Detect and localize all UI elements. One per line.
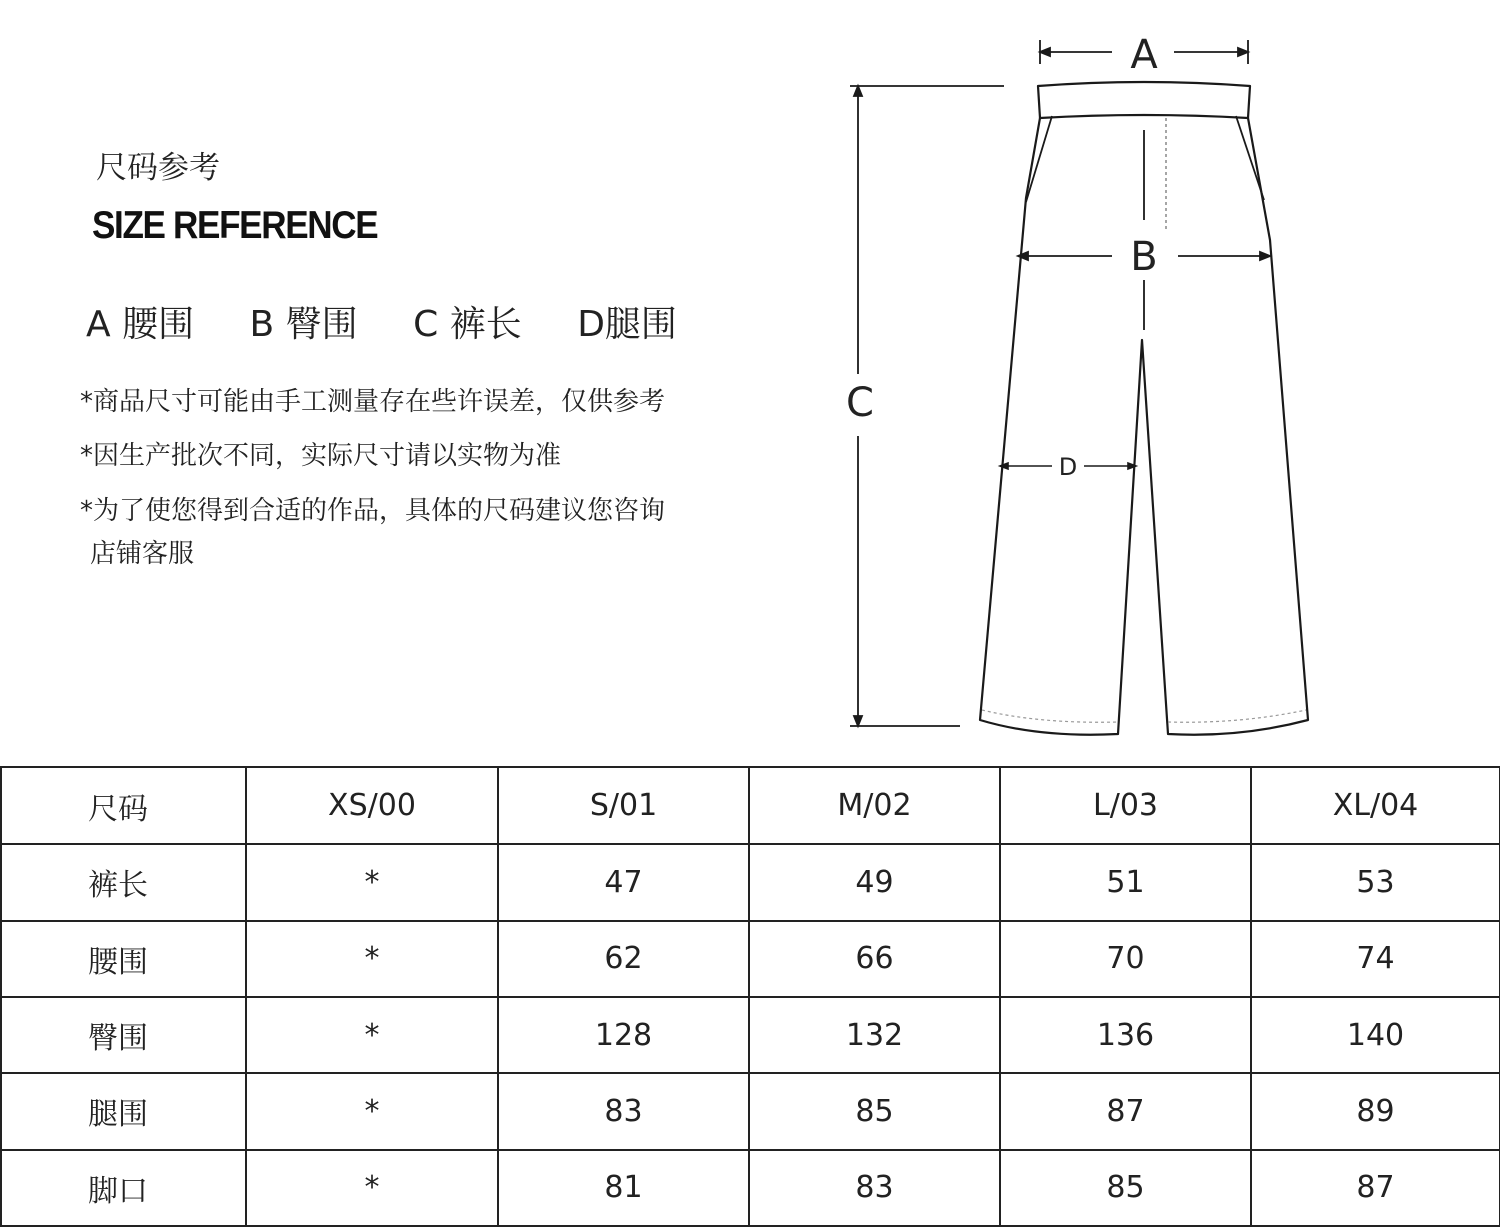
table-cell: 70 xyxy=(1000,921,1251,997)
table-cell: * xyxy=(246,921,498,997)
note-consult-line2: 店铺客服 xyxy=(90,539,195,569)
table-cell: 87 xyxy=(1000,1073,1251,1149)
table-row xyxy=(1,921,1500,997)
table-cell: * xyxy=(246,1150,498,1226)
table-cell: 132 xyxy=(749,997,1000,1073)
dimension-d-label: D xyxy=(1058,453,1078,481)
size-table xyxy=(0,766,1500,1227)
table-cell: * xyxy=(246,1073,498,1149)
table-cell: 128 xyxy=(498,997,749,1073)
table-row xyxy=(1,1150,1500,1226)
dimension-b-label: B xyxy=(1130,234,1158,280)
legend-b-hip: B 臀围 xyxy=(249,304,358,345)
dimension-b xyxy=(1018,130,1270,330)
table-cell: 136 xyxy=(1000,997,1251,1073)
table-cell: 85 xyxy=(749,1073,1000,1149)
table-cell: 140 xyxy=(1251,997,1500,1073)
table-cell: * xyxy=(246,844,498,920)
waistband-outline xyxy=(1038,82,1250,118)
table-row xyxy=(1,1073,1500,1149)
header-cell: M/02 xyxy=(749,767,1000,844)
table-cell: * xyxy=(246,997,498,1073)
table-cell: 87 xyxy=(1251,1150,1500,1226)
page-title-en: SIZE REFERENCE xyxy=(92,204,378,247)
trousers-diagram xyxy=(840,30,1330,750)
header-cell: XL/04 xyxy=(1251,767,1500,844)
table-cell: 89 xyxy=(1251,1073,1500,1149)
table-header-row xyxy=(1,767,1500,844)
row-label: 腰围 xyxy=(1,921,246,997)
legend-d-thigh: D腿围 xyxy=(577,304,677,345)
table-row xyxy=(1,844,1500,920)
notes-list xyxy=(80,382,730,590)
row-label: 臀围 xyxy=(1,997,246,1073)
page-title-cn: 尺码参考 xyxy=(96,150,220,186)
table-cell: 83 xyxy=(498,1073,749,1149)
header-cell: XS/00 xyxy=(246,767,498,844)
table-cell: 49 xyxy=(749,844,1000,920)
table-cell: 53 xyxy=(1251,844,1500,920)
header-cell: L/03 xyxy=(1000,767,1251,844)
header-cell: 尺码 xyxy=(1,767,246,844)
note-measurement-error: *商品尺寸可能由手工测量存在些许误差，仅供参考 xyxy=(80,387,666,417)
dimension-c-label: C xyxy=(846,380,874,426)
note-consult-service xyxy=(80,490,730,576)
header-cell: S/01 xyxy=(498,767,749,844)
legend-a-waist: A 腰围 xyxy=(86,304,195,345)
table-cell: 85 xyxy=(1000,1150,1251,1226)
note-consult-line1: *为了使您得到合适的作品，具体的尺码建议您咨询 xyxy=(80,496,666,526)
row-label: 腿围 xyxy=(1,1073,246,1149)
legend-c-length: C 裤长 xyxy=(413,304,522,345)
table-cell: 66 xyxy=(749,921,1000,997)
left-hem-stitch xyxy=(982,710,1118,722)
row-label: 脚口 xyxy=(1,1150,246,1226)
table-row xyxy=(1,997,1500,1073)
note-batch-difference: *因生产批次不同，实际尺寸请以实物为准 xyxy=(80,441,562,471)
table-cell: 83 xyxy=(749,1150,1000,1226)
dimension-a-label: A xyxy=(1130,32,1158,78)
table-cell: 74 xyxy=(1251,921,1500,997)
measurement-legend xyxy=(86,296,721,347)
table-cell: 62 xyxy=(498,921,749,997)
table-cell: 51 xyxy=(1000,844,1251,920)
row-label: 裤长 xyxy=(1,844,246,920)
table-cell: 47 xyxy=(498,844,749,920)
right-hem-stitch xyxy=(1168,710,1306,722)
table-cell: 81 xyxy=(498,1150,749,1226)
